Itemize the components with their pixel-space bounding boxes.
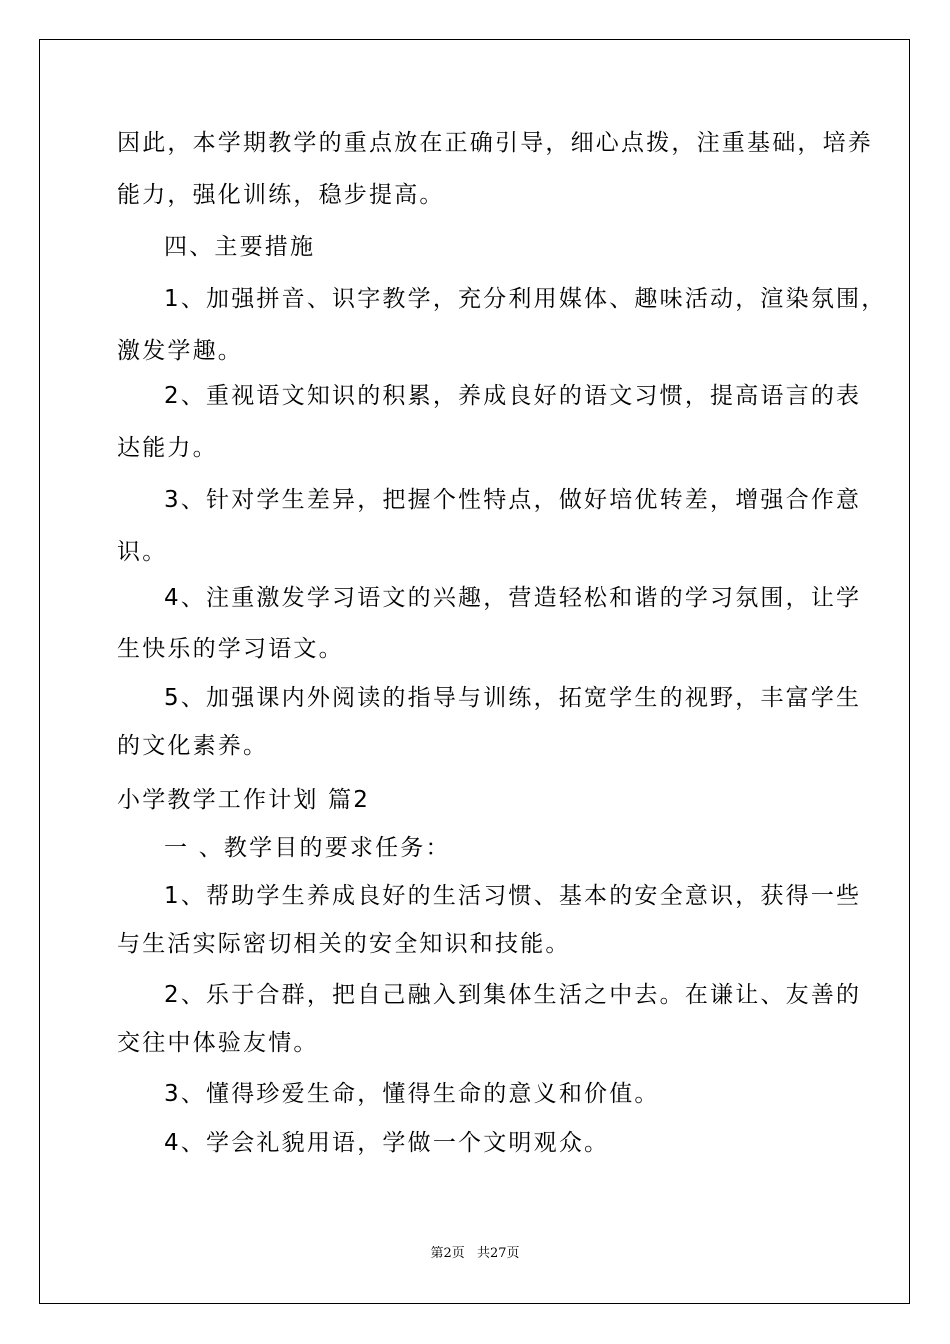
page-footer [0, 1246, 950, 1262]
page-total: 共27页 [476, 1246, 520, 1261]
paragraph-line: 5、加强课内外阅读的指导与训练，拓宽学生的视野，丰富学生 [164, 685, 862, 711]
paragraph-line: 交往中体验友情。 [117, 1030, 319, 1056]
page-border [39, 39, 910, 1304]
paragraph-line: 能力，强化训练，稳步提高。 [117, 182, 445, 208]
paragraph-line: 达能力。 [117, 435, 218, 461]
paragraph-line: 3、针对学生差异，把握个性特点，做好培优转差，增强合作意 [164, 487, 862, 513]
paragraph-line: 2、重视语文知识的积累，养成良好的语文习惯，提高语言的表 [164, 383, 862, 409]
paragraph-line: 与生活实际密切相关的安全知识和技能。 [117, 931, 571, 957]
paragraph-line: 3、懂得珍爱生命，懂得生命的意义和价值。 [164, 1081, 660, 1107]
section-heading: 四、主要措施 [164, 234, 316, 260]
section-title: 小学教学工作计划 篇2 [117, 787, 371, 813]
paragraph-line: 4、注重激发学习语文的兴趣，营造轻松和谐的学习氛围，让学 [164, 585, 862, 611]
paragraph-line: 1、帮助学生养成良好的生活习惯、基本的安全意识，获得一些 [164, 883, 862, 909]
section-heading: 一 、教学目的要求任务： [164, 835, 451, 861]
paragraph-line: 识。 [117, 539, 168, 565]
paragraph-line: 生快乐的学习语文。 [117, 636, 344, 662]
paragraph-line: 因此，本学期教学的重点放在正确引导，细心点拨，注重基础，培养 [117, 130, 873, 156]
paragraph-line: 1、加强拼音、识字教学，充分利用媒体、趣味活动，渲染氛围， [164, 286, 887, 312]
paragraph-line: 激发学趣。 [117, 338, 243, 364]
paragraph-line: 的文化素养。 [117, 733, 269, 759]
paragraph-line: 4、学会礼貌用语，学做一个文明观众。 [164, 1130, 610, 1156]
paragraph-line: 2、乐于合群，把自己融入到集体生活之中去。在谦让、友善的 [164, 982, 862, 1008]
page-number: 第2页 [430, 1246, 465, 1261]
